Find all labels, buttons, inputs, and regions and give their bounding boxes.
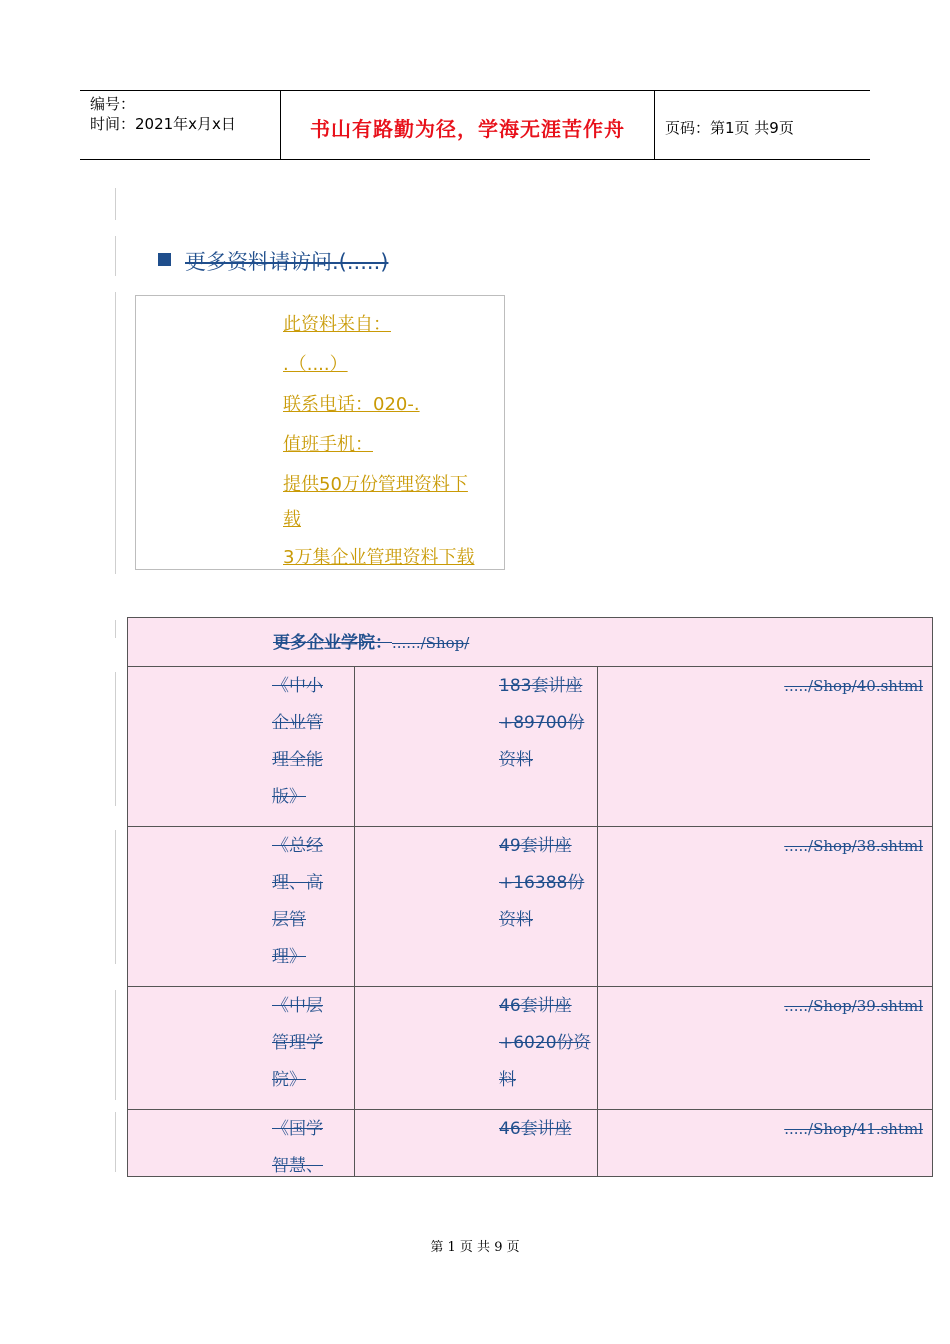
course-name-link[interactable] xyxy=(272,988,336,1099)
source-info-box xyxy=(135,295,505,570)
course-count-link[interactable] xyxy=(499,1111,593,1148)
course-count-link[interactable] xyxy=(499,988,593,1099)
margin-rule xyxy=(115,292,116,574)
more-resources-link[interactable] xyxy=(158,246,388,276)
source-line[interactable]: 提供50万份管理资料下 xyxy=(283,474,468,495)
course-name-link[interactable] xyxy=(272,668,336,816)
course-count-line: +6020份资 xyxy=(499,1033,591,1053)
row-divider xyxy=(128,666,932,667)
source-line[interactable]: 值班手机： xyxy=(283,434,373,455)
number-label: 编号： xyxy=(90,95,136,113)
course-name-line: 智慧、 xyxy=(272,1156,323,1176)
course-name-line: 《中层 xyxy=(272,996,323,1016)
margin-rule xyxy=(115,236,116,276)
course-name-line: 《国学 xyxy=(272,1119,323,1139)
margin-rule xyxy=(115,620,116,638)
source-line[interactable]: 载 xyxy=(283,509,301,530)
margin-rule xyxy=(115,1112,116,1172)
source-line[interactable]: 此资料来自： xyxy=(283,314,391,335)
page-label: 页码：第1页 共9页 xyxy=(665,119,794,137)
course-name-link[interactable] xyxy=(272,1111,336,1185)
course-count-line: 46套讲座 xyxy=(499,996,572,1016)
course-count-line: 资料 xyxy=(499,750,533,770)
shop-title-link[interactable] xyxy=(273,628,469,653)
course-url-link[interactable]: ...../Shop/39.shtml xyxy=(784,997,923,1015)
bullet-square-icon xyxy=(158,253,171,266)
course-name-link[interactable] xyxy=(272,828,336,976)
margin-rule xyxy=(115,188,116,220)
column-divider xyxy=(354,666,355,1176)
source-line[interactable]: .（....） xyxy=(283,354,348,375)
document-header xyxy=(80,90,870,160)
course-count-line: 183套讲座 xyxy=(499,676,583,696)
course-name-line: 《总经 xyxy=(272,836,323,856)
course-count-line: 资料 xyxy=(499,910,533,930)
time-label: 时间：2021年x月x日 xyxy=(90,115,236,133)
page-footer: 第 1 页 共 9 页 xyxy=(430,1240,520,1255)
course-name-line: 理全能 xyxy=(272,750,323,770)
course-count-link[interactable] xyxy=(499,828,593,939)
column-divider xyxy=(597,666,598,1176)
source-line[interactable]: 联系电话：020-. xyxy=(283,394,420,415)
course-name-line: 理、高 xyxy=(272,873,323,893)
margin-rule xyxy=(115,672,116,806)
motto: 书山有路勤为径，学海无涯苦作舟 xyxy=(310,117,625,141)
course-name-line: 管理学 xyxy=(272,1033,323,1053)
row-divider xyxy=(128,986,932,987)
course-count-line: +16388份 xyxy=(499,873,585,893)
course-count-line: +89700份 xyxy=(499,713,585,733)
course-name-line: 理》 xyxy=(272,947,306,967)
course-name-line: 《中小 xyxy=(272,676,323,696)
margin-rule xyxy=(115,990,116,1100)
course-name-line: 企业管 xyxy=(272,713,323,733)
shop-title-url: ....../Shop/ xyxy=(392,634,470,652)
header-meta-cell xyxy=(80,91,281,159)
shop-title-text: 更多企业学院： xyxy=(273,633,392,653)
row-divider xyxy=(128,826,932,827)
course-count-line: 料 xyxy=(499,1070,516,1090)
more-resources-text: 更多资料请访问.(.....) xyxy=(185,250,389,274)
shop-table xyxy=(127,617,933,1177)
course-count-line: 46套讲座 xyxy=(499,1119,572,1139)
course-name-line: 院》 xyxy=(272,1070,306,1090)
margin-rule xyxy=(115,830,116,964)
course-count-line: 49套讲座 xyxy=(499,836,572,856)
course-count-link[interactable] xyxy=(499,668,593,779)
course-name-line: 层管 xyxy=(272,910,306,930)
header-motto-cell xyxy=(281,91,655,159)
course-url-link[interactable]: ...../Shop/38.shtml xyxy=(784,837,923,855)
header-page-cell xyxy=(655,91,870,159)
row-divider xyxy=(128,1109,932,1110)
course-name-line: 版》 xyxy=(272,787,306,807)
course-url-link[interactable]: ...../Shop/40.shtml xyxy=(784,677,923,695)
source-line[interactable]: 3万集企业管理资料下载 xyxy=(283,547,475,568)
course-url-link[interactable]: ...../Shop/41.shtml xyxy=(784,1120,923,1138)
